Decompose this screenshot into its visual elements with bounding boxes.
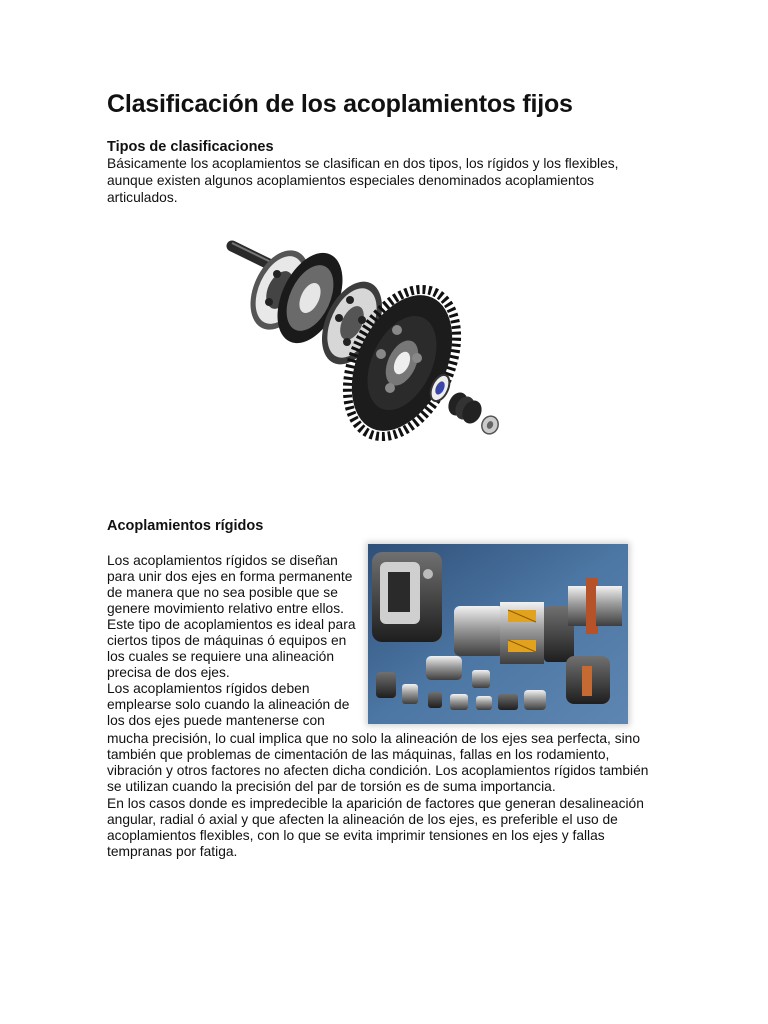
paragraph-line: Los acoplamientos rígidos se diseñan: [107, 553, 338, 568]
section-heading-rigidos: Acoplamientos rígidos: [107, 518, 264, 534]
nut: [479, 413, 501, 436]
paragraph-line: tempranas por fatiga.: [107, 844, 238, 859]
paragraph-line: acoplamientos flexibles, con lo que se evita imprimir tensiones en los ejes y fallas: [107, 828, 605, 843]
paragraph-line: mucha precisión, lo cual implica que no solo la alineación de los ejes sea perfecta, sino: [107, 731, 641, 746]
paragraph-line: Este tipo de acoplamientos es ideal para: [107, 617, 356, 632]
paragraph-line: para unir dos ejes en forma permanente: [107, 569, 353, 584]
paragraph-line: aunque existen algunos acoplamientos especiales denominados acoplamientos: [107, 173, 595, 188]
paragraph-line: Básicamente los acoplamientos se clasifican en dos tipos, los rígidos y los flexibles,: [107, 156, 619, 171]
paragraph-line: En los casos donde es impredecible la aparición de factores que generan desalineación: [107, 796, 644, 811]
paragraph-line: Los acoplamientos rígidos deben: [107, 681, 310, 696]
paragraph-line: los cuales se requiere una alineación: [107, 649, 335, 664]
paragraph-line: vibración y otros factores no afecten dicha condición. Los acoplamientos rígidos también: [107, 763, 649, 778]
spring-coupling-center: [454, 602, 574, 664]
disc-coupling-right: [568, 578, 622, 634]
rigid-couplings-photo: [368, 544, 628, 724]
bellows-coupling: [566, 656, 610, 704]
paragraph-line: emplearse solo cuando la alineación de: [107, 697, 350, 712]
paragraph-line: de manera que no sea posible que se: [107, 585, 338, 600]
paragraph-line: angular, radial ó axial y que afecten la alineación de los ejes, es preferible el uso de: [107, 812, 618, 827]
exploded-coupling-illustration: [222, 228, 512, 443]
paragraph-line: articulados.: [107, 190, 178, 205]
cutaway-coupling-left: [372, 552, 442, 642]
paragraph-line: se utilizan cuando la precisión del par de torsión es de suma importancia.: [107, 779, 556, 794]
paragraph-line: genere movimiento relativo entre ellos.: [107, 601, 344, 616]
section-heading-tipos: Tipos de clasificaciones: [107, 139, 274, 155]
paragraph-line: los dos ejes puede mantenerse con: [107, 713, 325, 728]
paragraph-line: ciertos tipos de máquinas ó equipos en: [107, 633, 347, 648]
paragraph-line: precisa de dos ejes.: [107, 665, 230, 680]
paragraph-line: también que problemas de cimentación de las máquinas, fallas en los rodamiento,: [107, 747, 610, 762]
page-title: Clasificación de los acoplamientos fijos: [107, 90, 573, 118]
spring: [445, 389, 485, 426]
